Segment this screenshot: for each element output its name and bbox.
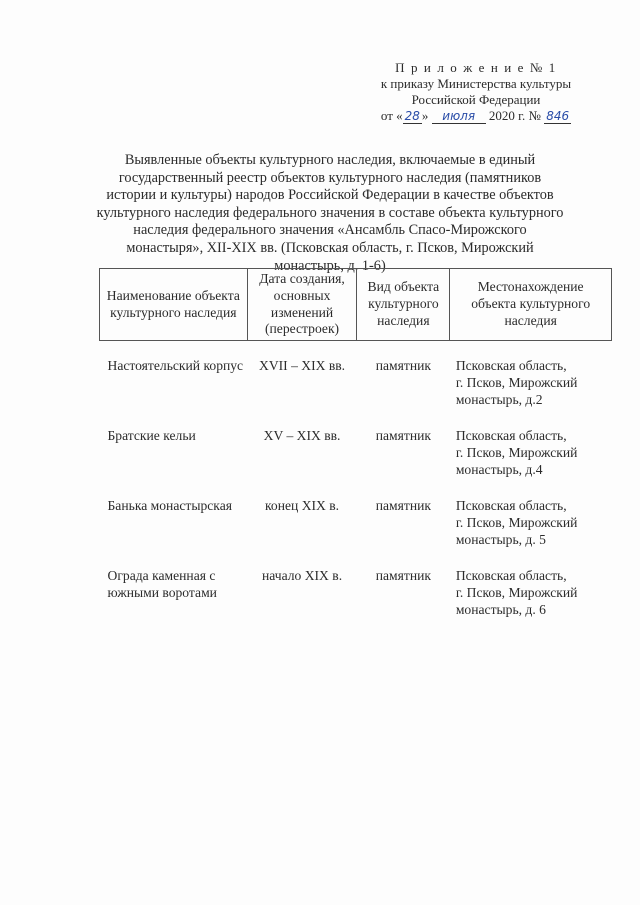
cell-location — [450, 358, 612, 428]
location-region: Псковская область, — [455, 568, 567, 584]
location-region: Псковская область, — [455, 428, 567, 444]
appendix-block — [366, 60, 586, 124]
heritage-objects-table — [99, 268, 612, 638]
cell-date: начало XIX в. — [261, 568, 343, 584]
cell-type: памятник — [375, 568, 432, 584]
cell-name: Братские кельи — [107, 428, 196, 444]
cell-date: конец XIX в. — [265, 498, 340, 514]
header-name: Наименование объекта культурного наследия — [100, 269, 248, 341]
order-date-mid: » — [421, 108, 429, 123]
cell-type: памятник — [375, 498, 432, 514]
table-header-row — [100, 269, 612, 341]
cell-name: Ограда каменная с южными воротами — [107, 568, 217, 600]
order-date-line — [366, 108, 586, 124]
appendix-line-federation: Российской Федерации — [411, 92, 541, 107]
location-building: монастырь, д.4 — [455, 461, 543, 477]
document-title: Выявленные объекты культурного наследия, включаемые в единый государственный реестр объектов культурного наследия (памятников истории и культуры) народов Российской Федерации в качестве объектов культурного наследия федерального значения в составе объекта культурного наследия федерального значения «Ансамбль Спасо-Мирожского монастыря», XII-XIX вв. (Псковская область, г. Псков, Мирожский монастырь, д. 1-6) — [96, 152, 564, 274]
location-region: Псковская область, — [455, 358, 567, 374]
cell-date: XVII – XIX вв. — [259, 358, 346, 374]
table-row — [100, 568, 612, 638]
location-region: Псковская область, — [455, 498, 567, 514]
table-row — [100, 358, 612, 428]
cell-location — [450, 428, 612, 498]
cell-name: Настоятельский корпус — [107, 358, 244, 374]
order-number: 846 — [546, 109, 570, 123]
order-day: 28 — [404, 109, 420, 123]
cell-name: Банька монастырская — [107, 498, 232, 514]
cell-type: памятник — [375, 358, 432, 374]
appendix-heading: П р и л о ж е н и е № 1 — [395, 60, 557, 75]
table-row — [100, 428, 612, 498]
cell-type: памятник — [375, 428, 432, 444]
order-month: июля — [432, 110, 486, 124]
location-city: г. Псков, Мирожский — [455, 444, 578, 460]
header-location: Местонахождение объекта культурного наследия — [450, 269, 612, 341]
location-city: г. Псков, Мирожский — [455, 584, 578, 600]
cell-location — [450, 568, 612, 638]
order-year: 2020 г. № — [488, 108, 541, 123]
location-building: монастырь, д. 6 — [455, 601, 546, 617]
table-row — [100, 498, 612, 568]
header-date: Дата создания, основных изменений (перестроек) — [247, 269, 357, 341]
order-date-prefix: от « — [380, 108, 403, 123]
cell-date: XV – XIX вв. — [263, 428, 341, 444]
appendix-line-ministry: к приказу Министерства культуры — [380, 76, 572, 91]
location-city: г. Псков, Мирожский — [455, 514, 578, 530]
location-city: г. Псков, Мирожский — [455, 374, 578, 390]
location-building: монастырь, д.2 — [455, 391, 543, 407]
location-building: монастырь, д. 5 — [455, 531, 546, 547]
header-type: Вид объекта культурного наследия — [357, 269, 450, 341]
cell-location — [450, 498, 612, 568]
